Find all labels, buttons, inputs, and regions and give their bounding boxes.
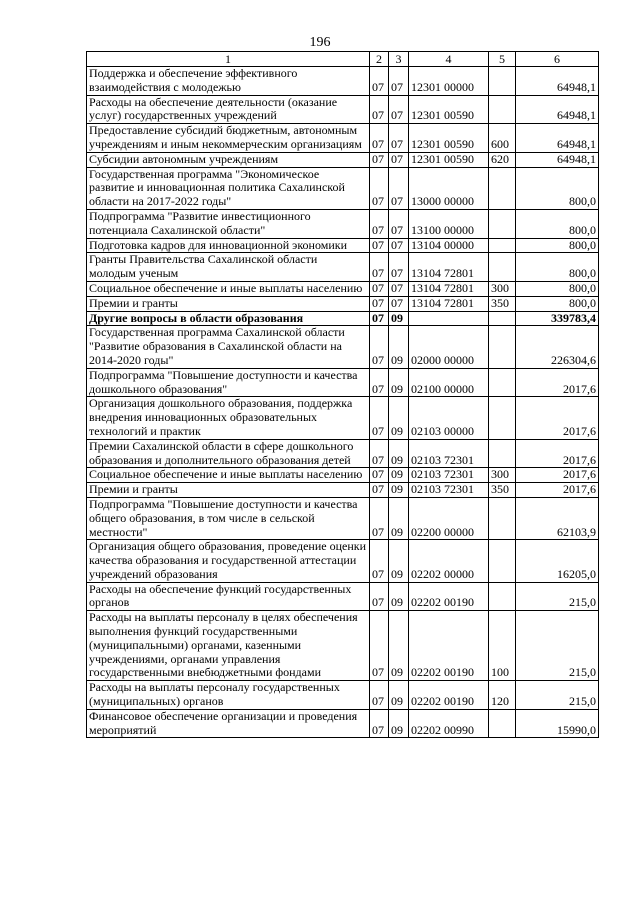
expense-type-code (489, 582, 516, 611)
expense-type-code (489, 167, 516, 209)
section-code: 07 (370, 497, 389, 539)
expense-type-code (489, 253, 516, 282)
target-article-code: 02103 00000 (409, 397, 489, 439)
subsection-code: 09 (389, 439, 409, 468)
amount: 2017,6 (516, 483, 599, 498)
amount: 800,0 (516, 296, 599, 311)
expense-type-code: 620 (489, 152, 516, 167)
section-code: 07 (370, 167, 389, 209)
section-code: 07 (370, 238, 389, 253)
expense-type-code (489, 540, 516, 582)
target-article-code: 02202 00990 (409, 709, 489, 738)
target-article-code: 02200 00000 (409, 497, 489, 539)
amount: 64948,1 (516, 124, 599, 153)
amount: 226304,6 (516, 326, 599, 368)
row-name: Организация общего образования, проведение оценки качества образования и государственной аттестации учреждений образования (87, 540, 370, 582)
table-row (87, 209, 599, 238)
expense-type-code (489, 238, 516, 253)
target-article-code: 12301 00590 (409, 95, 489, 124)
amount: 800,0 (516, 209, 599, 238)
expense-type-code: 120 (489, 681, 516, 710)
subsection-code: 07 (389, 67, 409, 96)
amount: 800,0 (516, 281, 599, 296)
row-name: Организация дошкольного образования, поддержка внедрения инновационных образовательных технологий и практик (87, 397, 370, 439)
section-code: 07 (370, 468, 389, 483)
target-article-code: 02202 00190 (409, 611, 489, 681)
section-code: 07 (370, 253, 389, 282)
table-row (87, 67, 599, 96)
expense-type-code: 100 (489, 611, 516, 681)
target-article-code: 02202 00000 (409, 540, 489, 582)
row-name: Государственная программа Сахалинской области "Развитие образования в Сахалинской области на 2014-2020 годы" (87, 326, 370, 368)
row-name: Премии и гранты (87, 483, 370, 498)
expense-type-code (489, 497, 516, 539)
row-name: Расходы на обеспечение деятельности (оказание услуг) государственных учреждений (87, 95, 370, 124)
table-row (87, 483, 599, 498)
expense-type-code: 300 (489, 468, 516, 483)
target-article-code: 02202 00190 (409, 681, 489, 710)
amount: 800,0 (516, 253, 599, 282)
row-name: Расходы на обеспечение функций государственных органов (87, 582, 370, 611)
amount: 2017,6 (516, 439, 599, 468)
expense-type-code (489, 67, 516, 96)
column-header: 5 (489, 52, 516, 67)
amount: 800,0 (516, 167, 599, 209)
table-row (87, 281, 599, 296)
table-row (87, 582, 599, 611)
row-name: Гранты Правительства Сахалинской области молодым ученым (87, 253, 370, 282)
expense-type-code (489, 209, 516, 238)
amount: 215,0 (516, 582, 599, 611)
subsection-code: 09 (389, 540, 409, 582)
row-name: Социальное обеспечение и иные выплаты населению (87, 468, 370, 483)
column-header: 4 (409, 52, 489, 67)
section-code: 07 (370, 296, 389, 311)
target-article-code (409, 311, 489, 326)
section-code: 07 (370, 67, 389, 96)
amount: 2017,6 (516, 468, 599, 483)
row-name: Государственная программа "Экономическое развитие и инновационная политика Сахалинской области на 2017-2022 годы" (87, 167, 370, 209)
section-code: 07 (370, 368, 389, 397)
table-row (87, 95, 599, 124)
table-row (87, 124, 599, 153)
target-article-code: 12301 00590 (409, 152, 489, 167)
table-row (87, 468, 599, 483)
row-name: Поддержка и обеспечение эффективного взаимодействия с молодежью (87, 67, 370, 96)
subsection-code: 07 (389, 281, 409, 296)
target-article-code: 02202 00190 (409, 582, 489, 611)
row-name: Предоставление субсидий бюджетным, автономным учреждениям и иным некоммерческим организациям (87, 124, 370, 153)
row-name: Расходы на выплаты персоналу государственных (муниципальных) органов (87, 681, 370, 710)
expense-type-code (489, 95, 516, 124)
target-article-code: 12301 00000 (409, 67, 489, 96)
row-name: Подпрограмма "Повышение доступности и качества дошкольного образования" (87, 368, 370, 397)
table-row (87, 439, 599, 468)
amount: 800,0 (516, 238, 599, 253)
table-row (87, 238, 599, 253)
subsection-code: 07 (389, 95, 409, 124)
amount: 16205,0 (516, 540, 599, 582)
table-row (87, 368, 599, 397)
target-article-code: 13100 00000 (409, 209, 489, 238)
row-name: Финансовое обеспечение организации и проведения мероприятий (87, 709, 370, 738)
row-name: Подпрограмма "Развитие инвестиционного потенциала Сахалинской области" (87, 209, 370, 238)
expense-type-code (489, 326, 516, 368)
budget-table (86, 51, 599, 738)
target-article-code: 02100 00000 (409, 368, 489, 397)
row-name: Подпрограмма "Повышение доступности и качества общего образования, в том числе в сельской местности" (87, 497, 370, 539)
section-code: 07 (370, 209, 389, 238)
amount: 215,0 (516, 681, 599, 710)
target-article-code: 13104 72801 (409, 281, 489, 296)
amount: 2017,6 (516, 397, 599, 439)
subsection-code: 09 (389, 397, 409, 439)
table-header-row (87, 52, 599, 67)
table-row (87, 540, 599, 582)
amount: 2017,6 (516, 368, 599, 397)
subsection-code: 07 (389, 124, 409, 153)
subsection-code: 09 (389, 483, 409, 498)
target-article-code: 02000 00000 (409, 326, 489, 368)
column-header: 3 (389, 52, 409, 67)
section-code: 07 (370, 611, 389, 681)
target-article-code: 13104 00000 (409, 238, 489, 253)
expense-type-code: 600 (489, 124, 516, 153)
expense-type-code (489, 709, 516, 738)
section-code: 07 (370, 681, 389, 710)
subsection-code: 09 (389, 709, 409, 738)
subsection-code: 09 (389, 582, 409, 611)
amount: 339783,4 (516, 311, 599, 326)
target-article-code: 13000 00000 (409, 167, 489, 209)
column-header: 2 (370, 52, 389, 67)
table-row (87, 497, 599, 539)
table-row (87, 253, 599, 282)
section-code: 07 (370, 582, 389, 611)
subsection-code: 07 (389, 296, 409, 311)
table-row (87, 397, 599, 439)
expense-type-code (489, 368, 516, 397)
section-code: 07 (370, 540, 389, 582)
table-row (87, 311, 599, 326)
target-article-code: 13104 72801 (409, 296, 489, 311)
table-row (87, 167, 599, 209)
subsection-code: 09 (389, 468, 409, 483)
table-row (87, 326, 599, 368)
section-code: 07 (370, 326, 389, 368)
row-name: Субсидии автономным учреждениям (87, 152, 370, 167)
expense-type-code: 300 (489, 281, 516, 296)
section-code: 07 (370, 95, 389, 124)
section-code: 07 (370, 483, 389, 498)
section-code: 07 (370, 397, 389, 439)
expense-type-code: 350 (489, 483, 516, 498)
page-number: 196 (309, 35, 331, 50)
table-row (87, 709, 599, 738)
amount: 64948,1 (516, 95, 599, 124)
row-name: Расходы на выплаты персоналу в целях обеспечения выполнения функций государственными (муниципальными) органами, казенными учреждениями, органами управления государственными внебюджетными фондами (87, 611, 370, 681)
section-code: 07 (370, 281, 389, 296)
section-code: 07 (370, 439, 389, 468)
table-row (87, 152, 599, 167)
section-code: 07 (370, 124, 389, 153)
target-article-code: 02103 72301 (409, 483, 489, 498)
section-code: 07 (370, 152, 389, 167)
table-row (87, 296, 599, 311)
table-row (87, 681, 599, 710)
row-name: Подготовка кадров для инновационной экономики (87, 238, 370, 253)
subsection-code: 07 (389, 253, 409, 282)
target-article-code: 12301 00590 (409, 124, 489, 153)
column-header: 6 (516, 52, 599, 67)
target-article-code: 13104 72801 (409, 253, 489, 282)
expense-type-code (489, 311, 516, 326)
amount: 64948,1 (516, 152, 599, 167)
subsection-code: 09 (389, 497, 409, 539)
target-article-code: 02103 72301 (409, 468, 489, 483)
subsection-code: 07 (389, 167, 409, 209)
amount: 64948,1 (516, 67, 599, 96)
amount: 62103,9 (516, 497, 599, 539)
section-code: 07 (370, 311, 389, 326)
subsection-code: 09 (389, 368, 409, 397)
subsection-code: 09 (389, 311, 409, 326)
table-row (87, 611, 599, 681)
row-name: Премии и гранты (87, 296, 370, 311)
expense-type-code (489, 397, 516, 439)
column-header: 1 (87, 52, 370, 67)
subsection-code: 07 (389, 152, 409, 167)
section-code: 07 (370, 709, 389, 738)
target-article-code: 02103 72301 (409, 439, 489, 468)
amount: 15990,0 (516, 709, 599, 738)
subsection-code: 07 (389, 238, 409, 253)
row-name: Премии Сахалинской области в сфере дошкольного образования и дополнительного образования детей (87, 439, 370, 468)
subsection-code: 09 (389, 681, 409, 710)
subsection-code: 07 (389, 209, 409, 238)
row-name: Социальное обеспечение и иные выплаты населению (87, 281, 370, 296)
expense-type-code (489, 439, 516, 468)
subsection-code: 09 (389, 326, 409, 368)
subsection-code: 09 (389, 611, 409, 681)
amount: 215,0 (516, 611, 599, 681)
expense-type-code: 350 (489, 296, 516, 311)
row-name: Другие вопросы в области образования (87, 311, 370, 326)
